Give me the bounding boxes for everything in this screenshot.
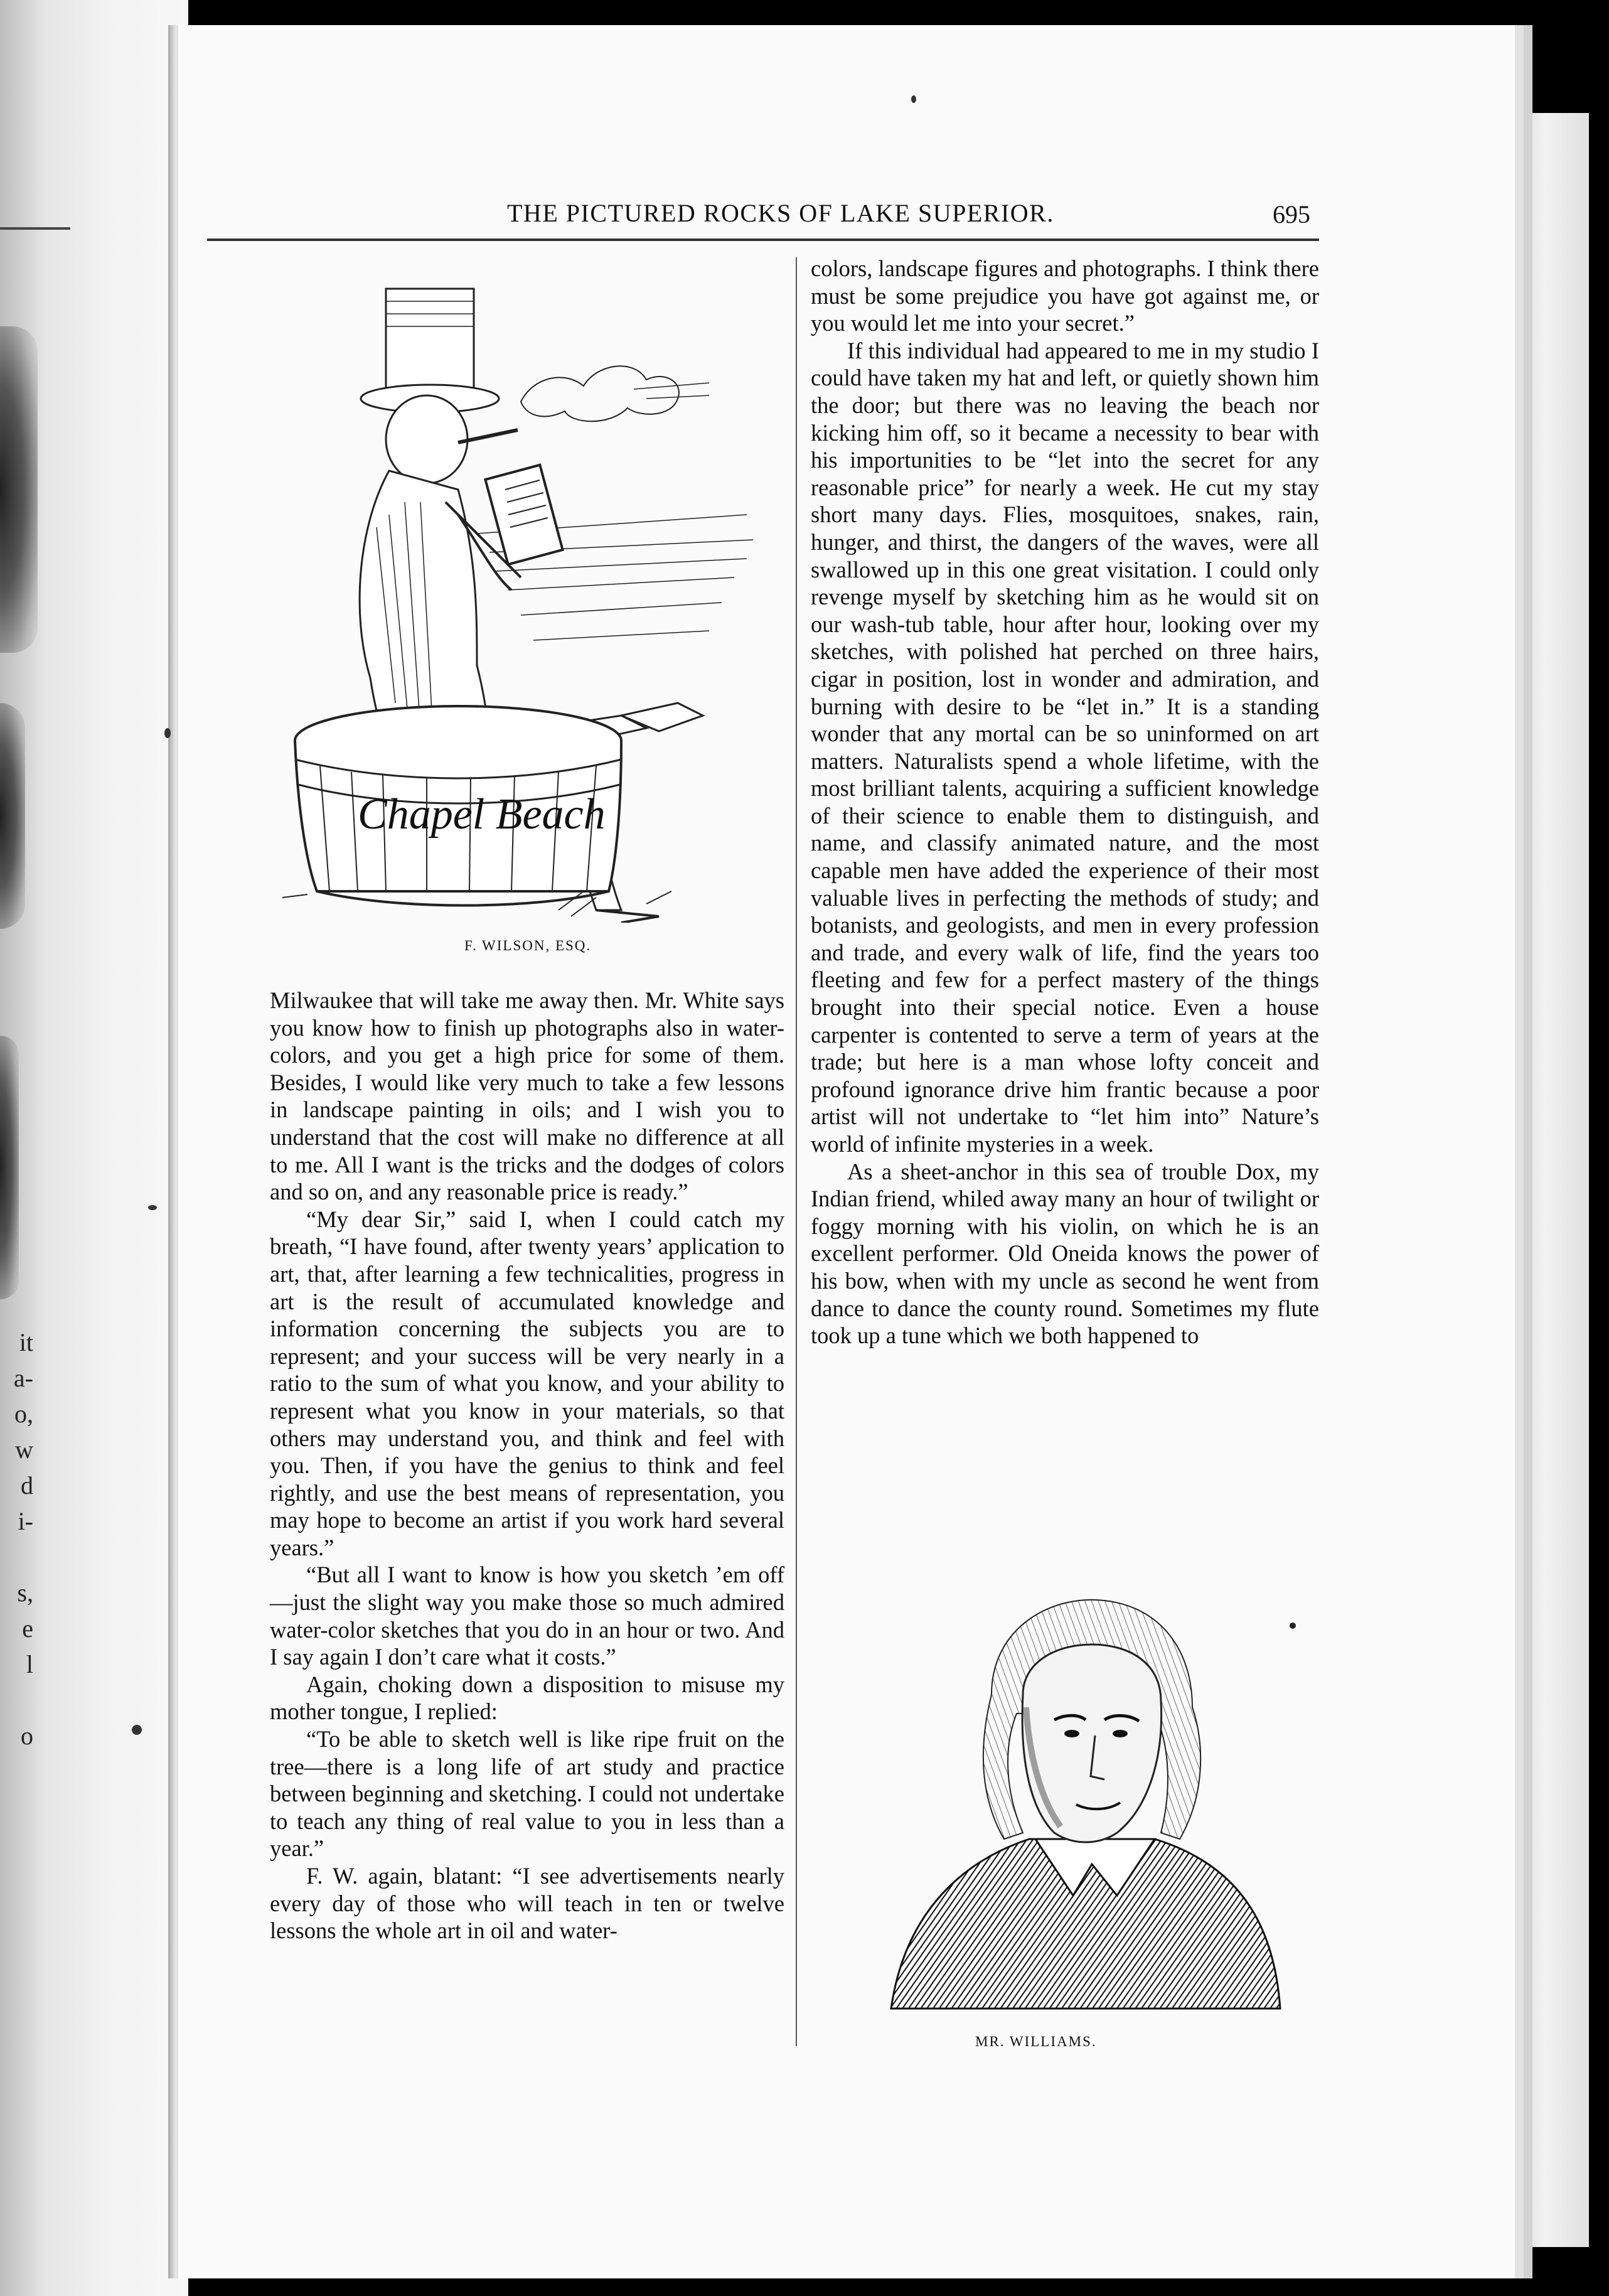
- engraving-portrait: [866, 1569, 1343, 2021]
- paragraph: “But all I want to know is how you sketch ’em off—just the slight way you make those so much admired water-color sketches that you do in an hour or two. And I say again I don’t care what it costs.”: [270, 1562, 784, 1670]
- running-head: THE PICTURED ROCKS OF LAKE SUPERIOR.: [507, 199, 1054, 227]
- header-rule: [207, 239, 1319, 241]
- caption-mr-williams: MR. WILLIAMS.: [975, 2034, 1097, 2049]
- previous-page-fragment: it: [19, 1328, 33, 1356]
- previous-page-fragment: a-: [13, 1364, 33, 1392]
- previous-page-edge: [0, 0, 188, 2296]
- previous-page-fragment: i-: [18, 1507, 33, 1535]
- previous-page-fragment: e: [22, 1614, 33, 1643]
- previous-page-fragment: o,: [14, 1400, 33, 1428]
- column-divider: [796, 257, 797, 2046]
- caption-f-wilson: F. WILSON, ESQ.: [464, 938, 592, 953]
- previous-page-fragment: [5, 1539, 33, 1575]
- previous-page-text-fragments: [5, 1324, 33, 1754]
- next-page-edge: [1515, 113, 1589, 2247]
- barrel-label: Chapel Beach: [358, 790, 606, 839]
- paragraph: F. W. again, blatant: “I see advertisements nearly every day of those who will teach in ten or twelve lessons the whole art in oil and water-: [270, 1863, 784, 1944]
- paragraph: colors, landscape figures and photographs. I think there must be some prejudice you have got against me, or you would let me into your secret.”: [811, 255, 1319, 336]
- engraving-man-on-barrel: [270, 264, 784, 923]
- previous-page-ink-blot: [0, 1036, 19, 1299]
- scan-speck: [911, 95, 916, 103]
- paragraph: As a sheet-anchor in this sea of trouble Dox, my Indian friend, whiled away many an hour of twilight or foggy morning with his violin, on which he is an excellent performer. Old Oneida knows the power of his bow, when with my uncle as second he went from dance to dance the county round. Sometimes my flute took up a tune which we both happened to: [811, 1158, 1319, 1349]
- left-column-text: [270, 987, 784, 1945]
- previous-page-fragment: o: [21, 1722, 33, 1750]
- paragraph: If this individual had appeared to me in my studio I could have taken my hat and left, or quietly shown him the door; but there was no leaving the beach nor kicking him off, so it became a necessity to bear with his importunities to be “let into the secret for any reasonable price” for nearly a week. He cut my stay short many days. Flies, mosquitoes, snakes, rain, hunger, and thirst, the dangers of the waves, were all swallowed up in this one great visitation. I could only revenge myself by sketching him as he would sit on our wash-tub table, hour after hour, looking over my sketches, with polished hat perched on three hairs, cigar in position, lost in wonder and admiration, and burning with desire to be “let in.” It is a standing wonder that any mortal can be so uninformed on art matters. Naturalists spend a whole lifetime, with the most brilliant talents, acquiring a sufficient knowledge of their science to enable them to distinguish, and name, and classify animated nature, and the most capable men have added the experience of their most valuable lives in perfecting the methods of study; and botanists, and geologists, and men in every profession and trade, and every walk of life, find the years too fleeting and few for a perfect mastery of the things brought into their special notice. Even a house carpenter is contented to serve a term of years at the trade; but here is a man whose lofty conceit and profound ignorance drive him frantic because a poor artist will not undertake to “let him into” Nature’s world of infinite mysteries in a week.: [811, 337, 1319, 1157]
- previous-page-fragment: s,: [17, 1579, 33, 1607]
- previous-page-fragment: l: [26, 1650, 33, 1678]
- previous-page-fragment: [5, 1682, 33, 1718]
- illustration-f-wilson: [270, 264, 784, 923]
- previous-page-fragment: d: [21, 1471, 33, 1499]
- scan-speck: [148, 1205, 157, 1210]
- scan-speck: [132, 1725, 142, 1735]
- paragraph: Milwaukee that will take me away then. Mr. White says you know how to finish up photographs also in water-colors, and you get a high price for some of them. Besides, I would like very much to take a few lessons in landscape painting in oils; and I wish you to understand that the cost will make no difference at all to me. All I want is the tricks and the dodges of colors and so on, and any reasonable price is ready.”: [270, 987, 784, 1205]
- previous-page-ink-blot: [0, 703, 25, 929]
- page-number: 695: [1273, 200, 1310, 228]
- paragraph: “My dear Sir,” said I, when I could catch my breath, “I have found, after twenty years’ application to art, that, after learning a few technicalities, progress in art is the result of accumulated knowledge and information concerning the subjects you are to represent; and your success will be very nearly in a ratio to the sum of what you know, and your ability to represent what you know in your materials, so that others may understand you, and think and feel with you. Then, if you have the genius to think and feel rightly, and use the best means of representation, you may hope to become an artist if you work hard several years.”: [270, 1206, 784, 1560]
- paragraph: Again, choking down a disposition to misuse my mother tongue, I replied:: [270, 1671, 784, 1725]
- previous-page-fragment: w: [15, 1435, 33, 1464]
- scan-speck: [164, 728, 171, 738]
- right-column-text: [811, 255, 1319, 1349]
- previous-page-rule: [0, 227, 70, 230]
- paragraph: “To be able to sketch well is like ripe fruit on the tree—there is a long life of art study and practice between beginning and sketching. I could not undertake to teach any thing of real value to you in less than a year.”: [270, 1726, 784, 1862]
- previous-page-ink-blot: [0, 326, 38, 653]
- illustration-mr-williams: [866, 1569, 1343, 2021]
